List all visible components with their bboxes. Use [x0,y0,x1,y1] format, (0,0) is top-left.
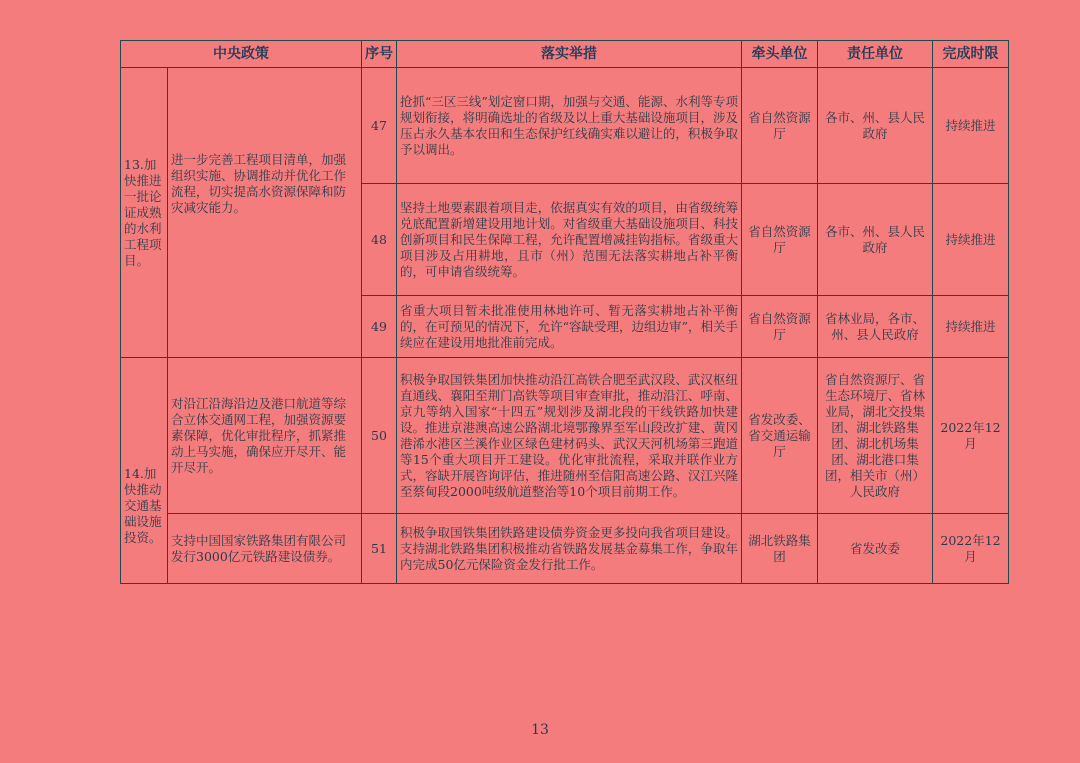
header-responsible-unit: 责任单位 [818,41,933,68]
measure-text: 积极争取国铁集团加快推动沿江高铁合肥至武汉段、武汉枢纽直通线、襄阳至荆门高铁等项目审查审批，推动沿江、呼南、京九等纳入国家“十四五”规划涉及湖北段的干线铁路加快建设。推进京港澳高速公路湖北境鄂豫界至军山段改扩建、黄冈港浠水港区兰溪作业区绿色建材码头、武汉天河机场第三跑道等15个重大项目开工建设。优化审批流程，采取并联作业方式，容缺开展咨询评估，推进随州至信阳高速公路、汉江兴隆至蔡甸段2000吨级航道整治等10个项目前期工作。 [397,358,742,514]
header-measures: 落实举措 [397,41,742,68]
responsible-unit: 省林业局，各市、州、县人民政府 [818,296,933,358]
deadline: 2022年12月 [933,358,1009,514]
serial-number: 49 [362,296,397,358]
header-deadline: 完成时限 [933,41,1009,68]
deadline: 持续推进 [933,296,1009,358]
central-policy-text: 支持中国国家铁路集团有限公司发行3000亿元铁路建设债券。 [168,514,362,584]
lead-unit: 湖北铁路集团 [742,514,818,584]
lead-unit: 省自然资源厅 [742,68,818,184]
serial-number: 50 [362,358,397,514]
header-lead-unit: 牵头单位 [742,41,818,68]
serial-number: 47 [362,68,397,184]
header-serial-number: 序号 [362,41,397,68]
deadline: 持续推进 [933,184,1009,296]
responsible-unit: 各市、州、县人民政府 [818,68,933,184]
responsible-unit: 各市、州、县人民政府 [818,184,933,296]
central-policy-text: 进一步完善工程项目清单，加强组织实施、协调推动并优化工作流程，切实提高水资源保障和防灾减灾能力。 [168,68,362,358]
lead-unit: 省发改委、省交通运输厅 [742,358,818,514]
measure-text: 省重大项目暂未批准使用林地许可、暂无落实耕地占补平衡的，在可预见的情况下，允许“容缺受理，边组边审”，相关手续应在建设用地批准前完成。 [397,296,742,358]
serial-number: 48 [362,184,397,296]
table-row [121,68,1009,184]
responsible-unit: 省发改委 [818,514,933,584]
table-row [121,514,1009,584]
header-central-policy: 中央政策 [121,41,362,68]
page-number: 13 [531,722,549,738]
table-row [121,358,1009,514]
serial-number: 51 [362,514,397,584]
policy-table [120,40,1009,584]
measure-text: 抢抓“三区三线”划定窗口期，加强与交通、能源、水利等专项规划衔接，将明确选址的省级及以上重大基础设施项目，涉及压占永久基本农田和生态保护红线确实难以避让的，积极争取予以调出。 [397,68,742,184]
central-policy-text: 对沿江沿海沿边及港口航道等综合立体交通网工程，加强资源要素保障，优化审批程序，抓紧推动上马实施，确保应开尽开、能开尽开。 [168,358,362,514]
deadline: 持续推进 [933,68,1009,184]
policy-category: 13.加快推进一批论证成熟的水利工程项目。 [121,68,168,358]
policy-category: 14.加快推动交通基础设施投资。 [121,358,168,584]
header-row [121,41,1009,68]
deadline: 2022年12月 [933,514,1009,584]
responsible-unit: 省自然资源厅、省生态环境厅、省林业局，湖北交投集团、湖北铁路集团、湖北机场集团、湖北港口集团，相关市（州）人民政府 [818,358,933,514]
measure-text: 坚持土地要素跟着项目走，依据真实有效的项目，由省级统筹兑底配置新增建设用地计划。对省级重大基础设施项目、科技创新项目和民生保障工程，允许配置增减挂钩指标。省级重大项目涉及占用耕地，且市（州）范围无法落实耕地占补平衡的，可申请省级统筹。 [397,184,742,296]
lead-unit: 省自然资源厅 [742,184,818,296]
measure-text: 积极争取国铁集团铁路建设债券资金更多投向我省项目建设。支持湖北铁路集团积极推动省铁路发展基金募集工作，争取年内完成50亿元保险资金发行批工作。 [397,514,742,584]
lead-unit: 省自然资源厅 [742,296,818,358]
